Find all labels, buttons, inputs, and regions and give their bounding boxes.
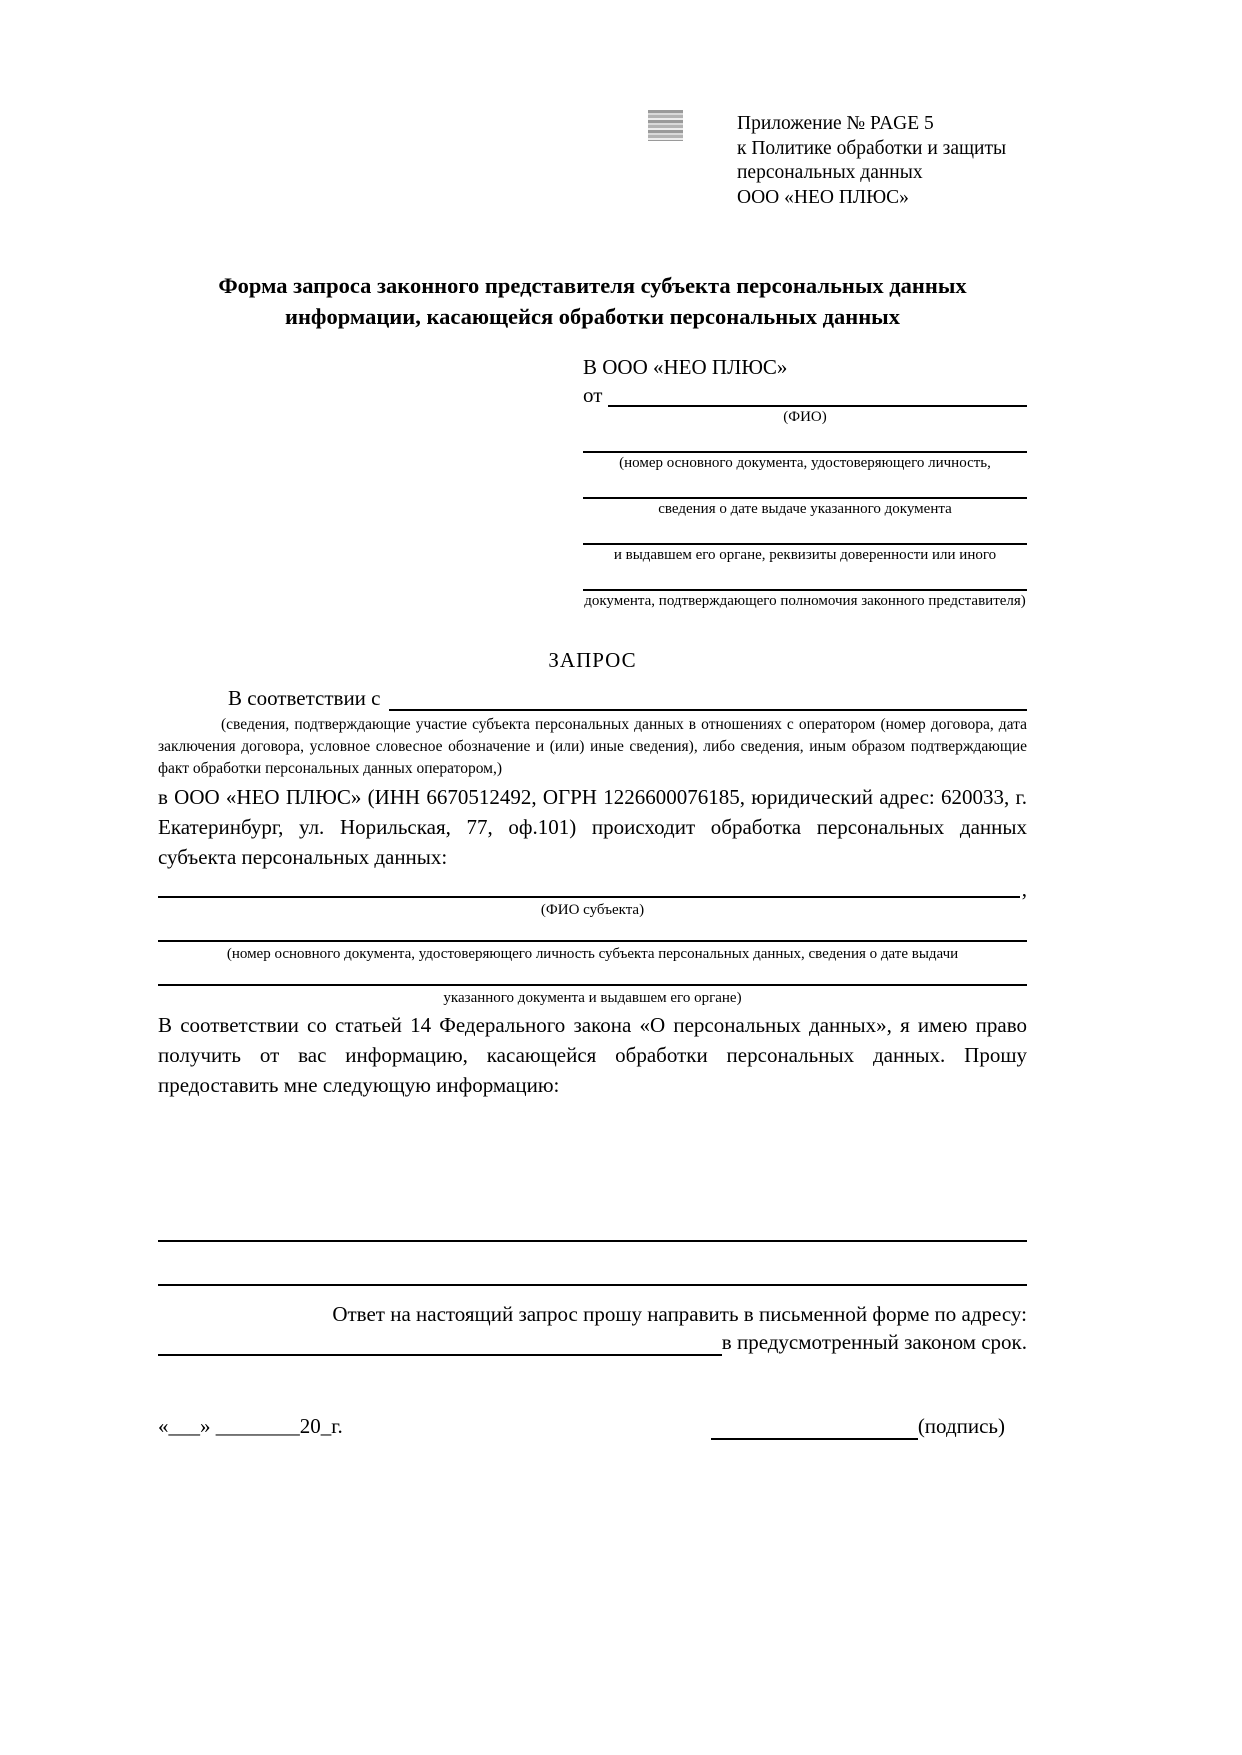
comma-mark: , (1021, 877, 1027, 901)
representative-doc-field-4[interactable] (583, 565, 1027, 591)
doc-caption-3: и выдавшем его органе, реквизиты доверенности или иного (613, 547, 997, 563)
appendix-line: ООО «НЕО ПЛЮС» (737, 186, 909, 208)
address-field[interactable] (158, 1332, 722, 1356)
accordance-field[interactable] (389, 687, 1028, 711)
subject-fio-row (158, 877, 1027, 901)
appendix-line: персональных данных (737, 162, 923, 183)
signature-row (158, 1412, 1027, 1440)
document-title (158, 270, 1027, 332)
accordance-label: В соответствии с (228, 686, 381, 710)
article-paragraph: В соответствии со статьей 14 Федерального закона «О персональных данных», я имею право получить от вас информацию, касающейся обработки персональных данных. Прошу предоставить мне следующую информацию: (158, 1013, 1027, 1097)
accordance-footnote: (сведения, подтверждающие участие субъекта персональных данных в отношениях с оператором (номер договора, дата заключения договора, условное словесное обозначение и (или) иные сведения), либо сведения, иным образом подтверждающие факт обработки персональных данных оператором,) (158, 716, 1027, 777)
doc-caption-1: (номер основного документа, удостоверяющего личность, (619, 455, 991, 471)
doc-caption-2: сведения о дате выдаче указанного документа (658, 501, 952, 517)
accordance-row (158, 683, 1027, 711)
date-line: «___» ________20_г. (158, 1414, 343, 1438)
subject-fio-caption: (ФИО субъекта) (540, 902, 645, 918)
addressee-company: В ООО «НЕО ПЛЮС» (583, 355, 788, 379)
operator-paragraph: в ООО «НЕО ПЛЮС» (ИНН 6670512492, ОГРН 1226600076185, юридический адрес: 620033, г. Екатеринбург, ул. Норильская, 77, оф.101) происходит обработка персональных данных субъекта персональных данных: (158, 785, 1027, 869)
title-line-1: Форма запроса законного представителя субъекта персональных данных (218, 273, 967, 298)
doc-caption-4: документа, подтверждающего полномочия законного представителя) (584, 593, 1026, 609)
appendix-line: к Политике обработки и защиты (737, 137, 1007, 159)
answer-line: Ответ на настоящий запрос прошу направить в письменной форме по адресу: (332, 1302, 1027, 1326)
appendix-block (737, 0, 1027, 210)
subject-doc-field-1[interactable] (158, 920, 1027, 942)
subject-fio-field[interactable] (158, 880, 1020, 898)
term-text: в предусмотренный законом срок. (721, 1330, 1027, 1354)
fio-caption: (ФИО) (783, 409, 827, 425)
subject-doc-field-2[interactable] (158, 964, 1027, 986)
appendix-line: Приложение № PAGE 5 (737, 113, 934, 134)
representative-doc-field-1[interactable] (583, 427, 1027, 453)
addressee-block (583, 354, 1027, 611)
representative-doc-field-2[interactable] (583, 473, 1027, 499)
document-content (158, 0, 1027, 1440)
representative-fio-field[interactable] (608, 383, 1027, 407)
signature-caption: (подпись) (917, 1414, 1005, 1438)
requested-info-field-2[interactable] (158, 1282, 1027, 1286)
subject-doc-caption-2: указанного документа и выдавшем его органе) (443, 990, 742, 1006)
representative-doc-field-3[interactable] (583, 519, 1027, 545)
requested-info-field-1[interactable] (158, 1238, 1027, 1242)
subject-doc-caption-1: (номер основного документа, удостоверяющего личность субъекта персональных данных, сведения о дате выдачи (226, 946, 959, 962)
request-heading: ЗАПРОС (548, 648, 637, 672)
signature-field[interactable] (711, 1416, 918, 1440)
from-row (583, 381, 1027, 407)
title-line-2: информации, касающейся обработки персональных данных (285, 304, 900, 329)
signature-group (711, 1412, 1005, 1440)
address-row (158, 1328, 1027, 1356)
from-label: от (583, 383, 603, 407)
